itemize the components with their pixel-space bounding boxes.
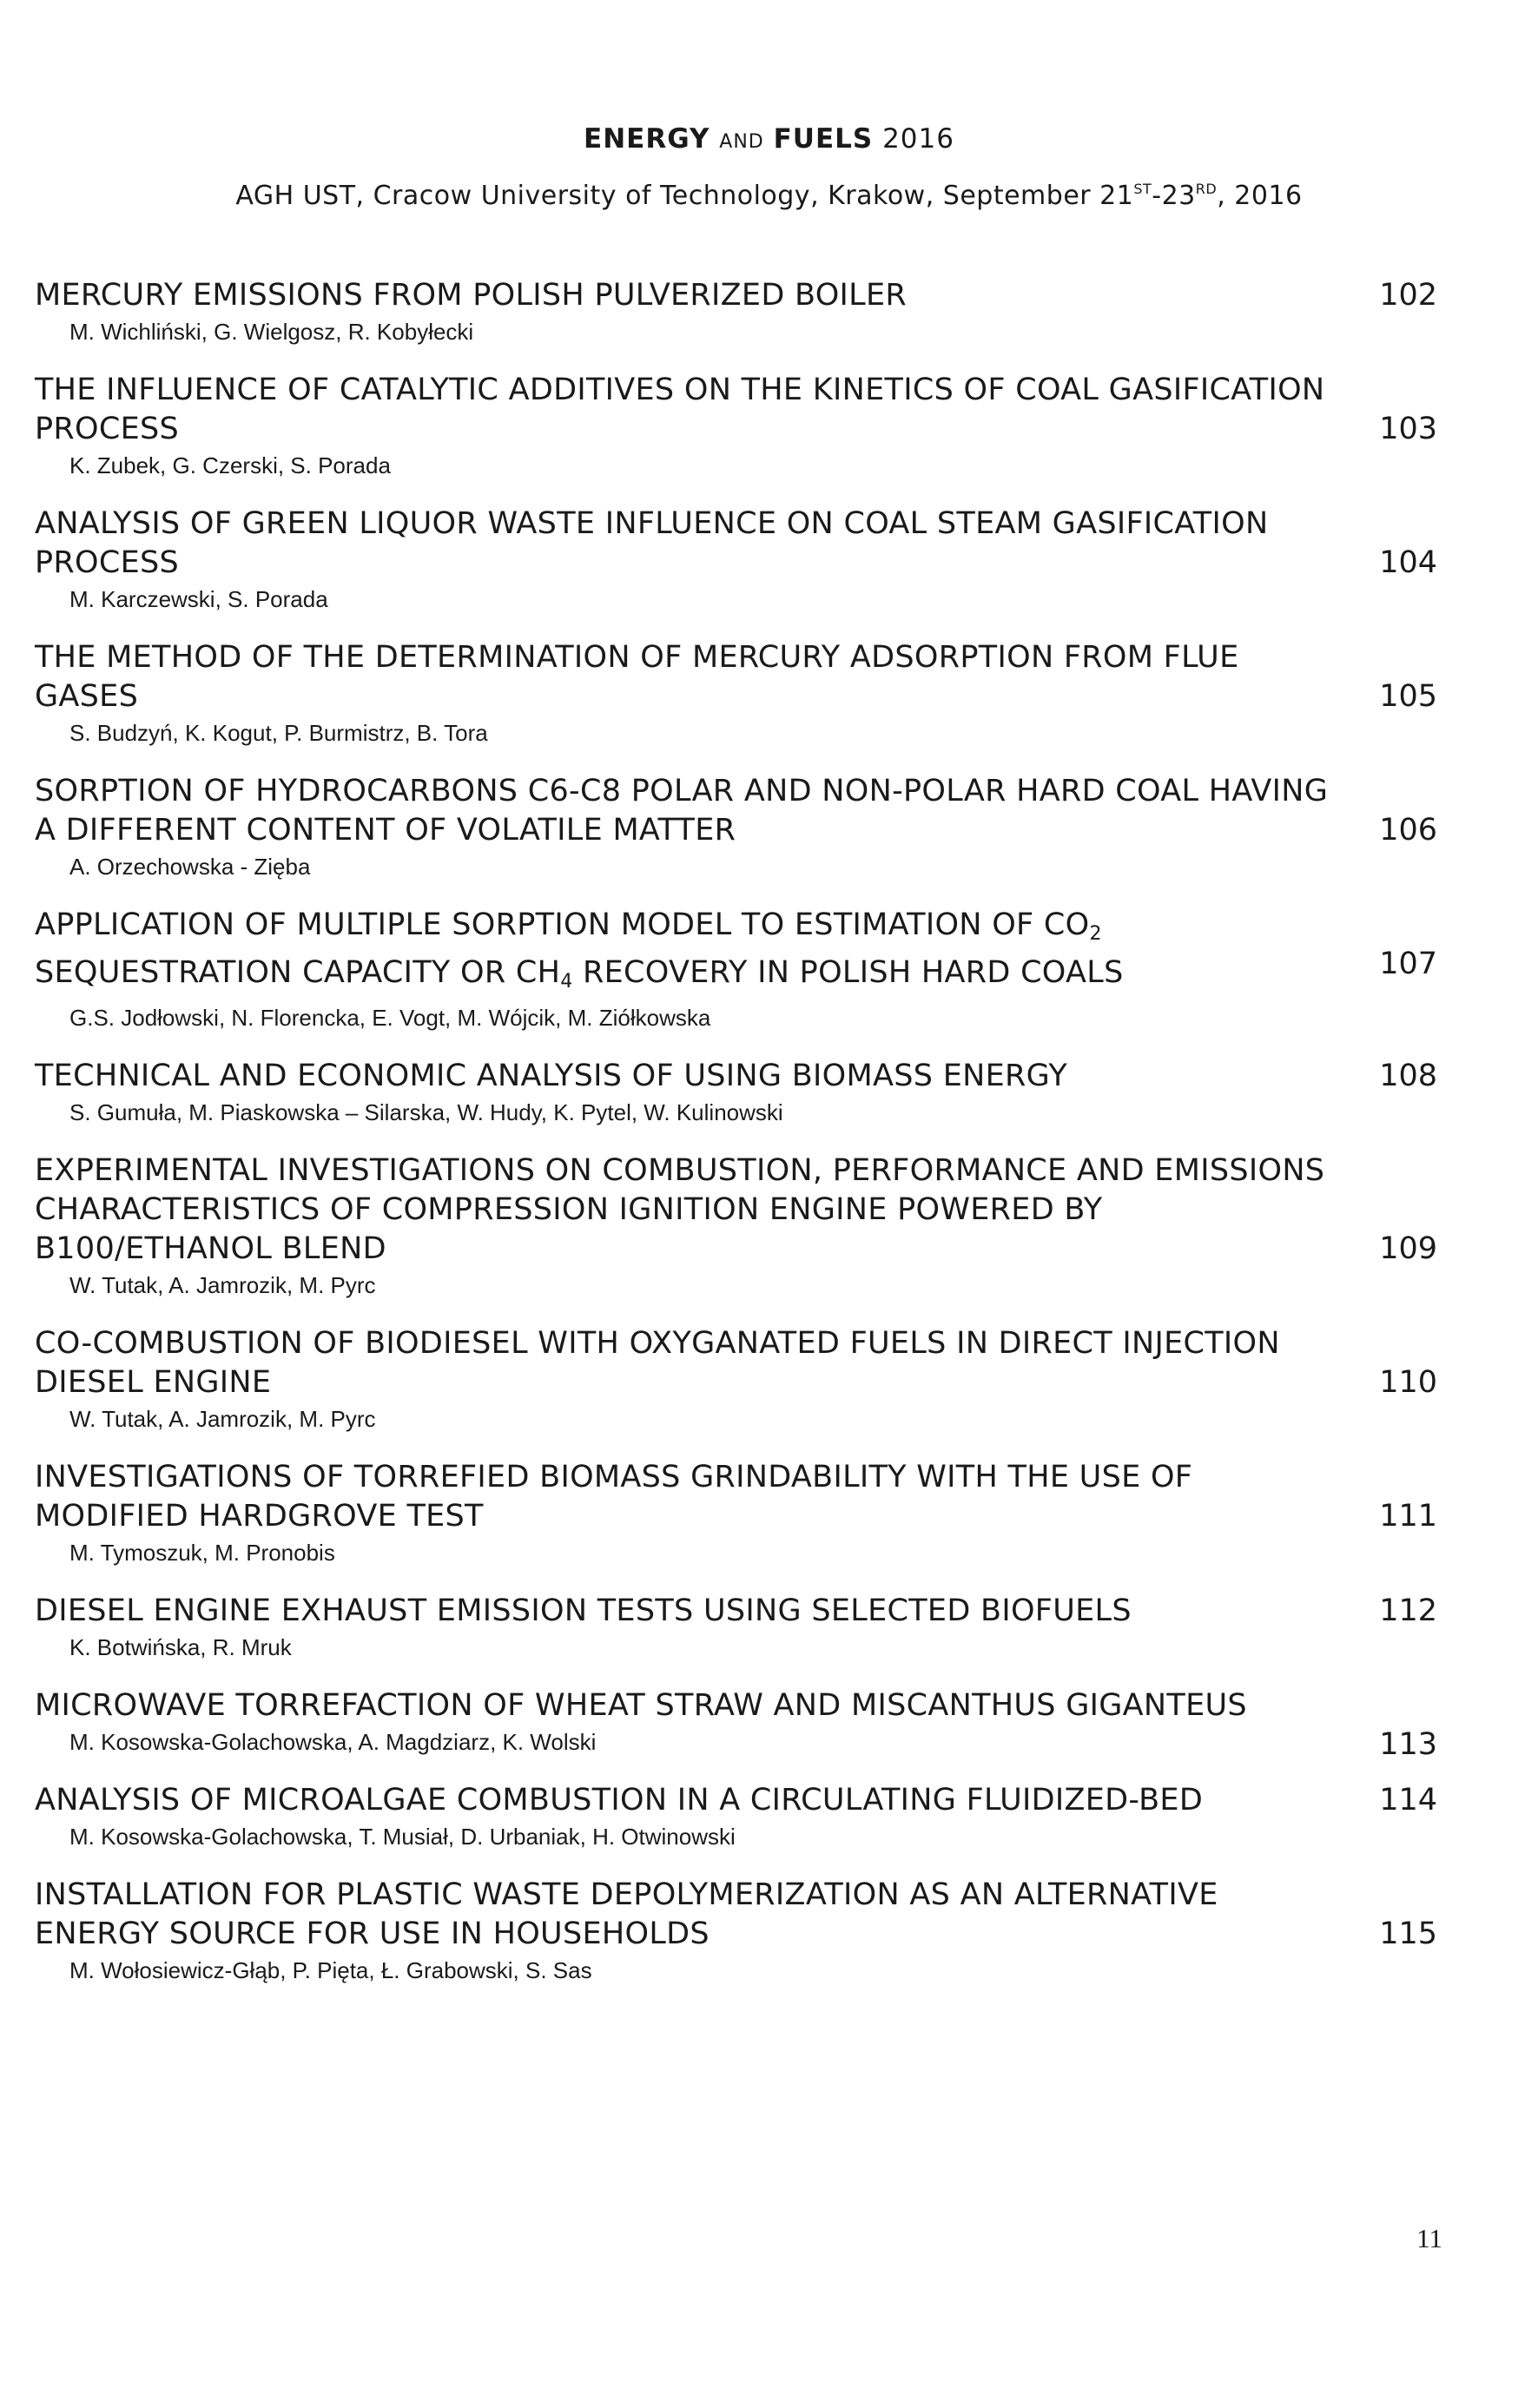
page-header — [0, 122, 1538, 214]
entry-page-number: 115 — [1379, 1917, 1437, 1951]
entry-authors: S. Budzyń, K. Kogut, P. Burmistrz, B. Tora — [69, 720, 488, 746]
toc-entry — [35, 1151, 1446, 1300]
entry-title: THE INFLUENCE OF CATALYTIC ADDITIVES ON THE KINETICS OF COAL GASIFICATION PROCESS — [35, 373, 1325, 446]
entry-title: CO-COMBUSTION OF BIODIESEL WITH OXYGANATED FUELS IN DIRECT INJECTION DIESEL ENGINE — [35, 1326, 1280, 1400]
entry-title: MICROWAVE TORREFACTION OF WHEAT STRAW AND MISCANTHUS GIGANTEUS — [35, 1688, 1247, 1723]
toc-entry — [35, 1781, 1446, 1851]
entry-title-subscript: 2 — [1089, 923, 1102, 945]
toc-entry — [35, 638, 1446, 748]
entry-page-number: 107 — [1379, 947, 1437, 981]
entry-title: ANALYSIS OF MICROALGAE COMBUSTION IN A CIRCULATING FLUIDIZED-BED — [35, 1783, 1204, 1818]
entry-authors: W. Tutak, A. Jamrozik, M. Pyrc — [69, 1406, 376, 1432]
entry-page-number: 103 — [1379, 412, 1437, 446]
toc-entry — [35, 772, 1446, 881]
entry-page-number: 109 — [1379, 1231, 1437, 1266]
title-fuels: FUELS — [773, 123, 874, 155]
toc-entry — [35, 505, 1446, 614]
entry-title: ANALYSIS OF GREEN LIQUOR WASTE INFLUENCE ON COAL STEAM GASIFICATION PROCESS — [35, 506, 1269, 580]
entry-title: SORPTION OF HYDROCARBONS C6-C8 POLAR AND NON-POLAR HARD COAL HAVING A DIFFERENT CONTENT OF VOLATILE MATTER — [35, 774, 1329, 848]
title-energy: ENERGY — [584, 123, 710, 155]
conference-title — [0, 122, 1538, 160]
entry-authors: K. Botwińska, R. Mruk — [69, 1634, 292, 1660]
entry-page-number: 105 — [1379, 679, 1437, 714]
title-and: AND — [719, 131, 764, 153]
conference-subtitle — [0, 172, 1538, 214]
toc-entry — [35, 276, 1446, 346]
toc-entry — [35, 906, 1446, 1032]
entry-page-number: 106 — [1379, 813, 1437, 848]
entry-authors: M. Kosowska-Golachowska, A. Magdziarz, K. Wolski — [69, 1729, 597, 1755]
entry-title: TECHNICAL AND ECONOMIC ANALYSIS OF USING BIOMASS ENERGY — [35, 1059, 1068, 1093]
entry-authors: M. Wołosiewicz-Głąb, P. Pięta, Ł. Grabowski, S. Sas — [69, 1957, 592, 1983]
subtitle-sup-st: ST — [1133, 181, 1152, 197]
entry-page-number: 104 — [1379, 545, 1437, 580]
toc-entry — [35, 1458, 1446, 1567]
entry-authors: M. Karczewski, S. Porada — [69, 586, 328, 612]
entry-page-number: 111 — [1379, 1499, 1437, 1534]
page-number: 11 — [1416, 2223, 1442, 2253]
entry-title: INVESTIGATIONS OF TORREFIED BIOMASS GRINDABILITY WITH THE USE OF MODIFIED HARDGROVE TEST — [35, 1460, 1193, 1534]
entry-page-number: 112 — [1379, 1593, 1437, 1628]
entry-title-part: APPLICATION OF MULTIPLE SORPTION MODEL TO ESTIMATION OF CO — [35, 907, 1090, 942]
entry-title — [35, 906, 1342, 1001]
entry-authors: S. Gumuła, M. Piaskowska – Silarska, W. Hudy, K. Pytel, W. Kulinowski — [69, 1099, 783, 1125]
title-year: 2016 — [882, 123, 954, 155]
entry-title: INSTALLATION FOR PLASTIC WASTE DEPOLYMERIZATION AS AN ALTERNATIVE ENERGY SOURCE FOR USE IN HOUSEHOLDS — [35, 1877, 1218, 1951]
entry-page-number: 113 — [1379, 1727, 1437, 1762]
entry-authors: K. Zubek, G. Czerski, S. Porada — [69, 452, 391, 478]
entry-title-part: SEQUESTRATION CAPACITY OR CH — [35, 955, 561, 990]
entry-page-number: 114 — [1379, 1783, 1437, 1818]
entry-authors: G.S. Jodłowski, N. Florencka, E. Vogt, M. Wójcik, M. Ziółkowska — [69, 1005, 711, 1031]
entry-title: THE METHOD OF THE DETERMINATION OF MERCURY ADSORPTION FROM FLUE GASES — [35, 640, 1239, 714]
entry-authors: A. Orzechowska - Zięba — [69, 854, 311, 880]
entry-title: MERCURY EMISSIONS FROM POLISH PULVERIZED BOILER — [35, 278, 907, 313]
table-of-contents — [35, 276, 1446, 2009]
subtitle-main: AGH UST, Cracow University of Technology, Krakow, September 21 — [235, 181, 1134, 211]
subtitle-mid: -23 — [1152, 181, 1196, 211]
toc-entry — [35, 1057, 1446, 1127]
entry-authors: W. Tutak, A. Jamrozik, M. Pyrc — [69, 1272, 376, 1298]
subtitle-sup-rd: RD — [1195, 181, 1218, 197]
entry-page-number: 108 — [1379, 1059, 1437, 1093]
entry-title: DIESEL ENGINE EXHAUST EMISSION TESTS USING SELECTED BIOFUELS — [35, 1593, 1132, 1628]
entry-page-number: 110 — [1379, 1365, 1437, 1400]
entry-title: EXPERIMENTAL INVESTIGATIONS ON COMBUSTION, PERFORMANCE AND EMISSIONS CHARACTERISTICS OF COMPRESSION IGNITION ENGINE POWERED BY B100/ETHANOL BLEND — [35, 1153, 1325, 1266]
entry-authors: M. Kosowska-Golachowska, T. Musiał, D. Urbaniak, H. Otwinowski — [69, 1824, 736, 1850]
toc-entry — [35, 1592, 1446, 1662]
entry-authors: M. Tymoszuk, M. Pronobis — [69, 1540, 335, 1566]
entry-authors: M. Wichliński, G. Wielgosz, R. Kobyłecki — [69, 319, 474, 345]
entry-title-part: RECOVERY IN POLISH HARD COALS — [572, 955, 1124, 990]
entry-title-subscript: 4 — [560, 971, 573, 993]
toc-entry — [35, 1686, 1446, 1762]
entry-page-number: 102 — [1379, 278, 1437, 313]
toc-entry — [35, 371, 1446, 480]
subtitle-end: , 2016 — [1217, 181, 1303, 211]
toc-entry — [35, 1324, 1446, 1434]
toc-entry — [35, 1876, 1446, 1985]
